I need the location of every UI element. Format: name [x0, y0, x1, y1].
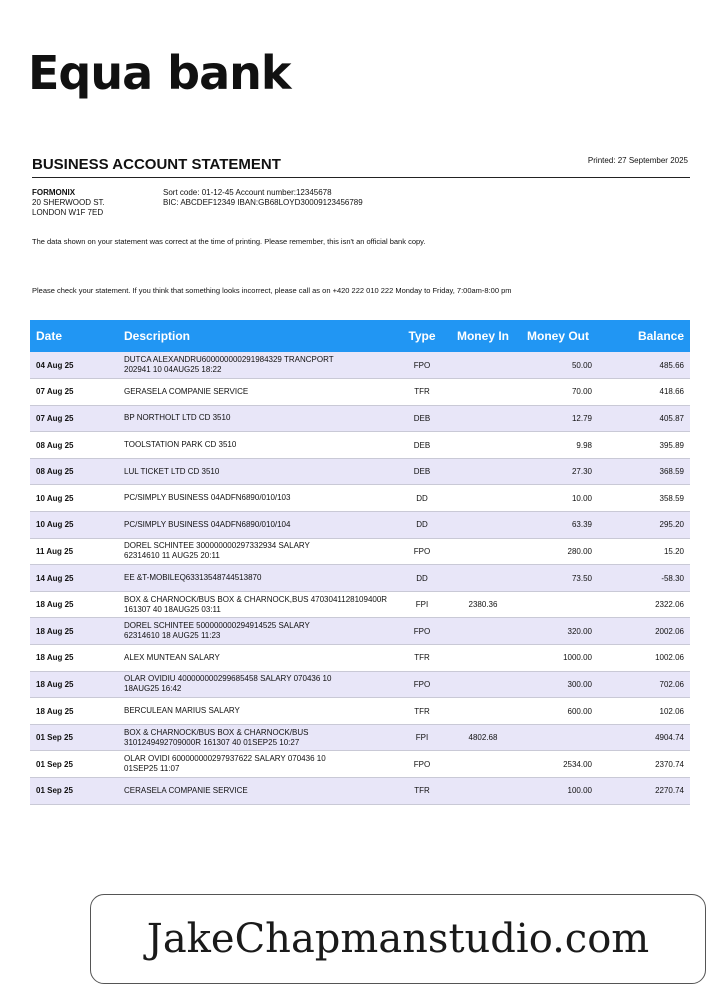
transaction-money-out: 2534.00 [518, 751, 598, 778]
transaction-date: 01 Sep 25 [30, 751, 118, 778]
description-line-1: OLAR OVIDIU 400000000299685458 SALARY 070436 10 [124, 674, 332, 684]
table-row [30, 405, 690, 432]
transaction-money-in [448, 352, 518, 379]
transaction-type: TFR [396, 698, 448, 725]
description-line-1: DOREL SCHINTEE 500000000294914525 SALARY [124, 621, 310, 631]
transaction-money-in [448, 405, 518, 432]
transaction-money-out: 50.00 [518, 352, 598, 379]
description-line-1: CERASELA COMPANIE SERVICE [124, 785, 248, 795]
transaction-date: 18 Aug 25 [30, 671, 118, 698]
transaction-money-in [448, 485, 518, 512]
header-date: Date [36, 329, 63, 343]
transaction-money-in [448, 618, 518, 645]
transaction-description [118, 618, 396, 645]
transaction-date: 18 Aug 25 [30, 698, 118, 725]
transaction-type: DD [396, 512, 448, 539]
transaction-balance: 102.06 [598, 698, 690, 725]
transaction-balance: 358.59 [598, 485, 690, 512]
header-type: Type [408, 329, 436, 343]
transaction-date: 14 Aug 25 [30, 565, 118, 592]
description-line-1: EE &T-MOBILEQ63313548744513870 [124, 573, 262, 583]
description-line-1: PC/SIMPLY BUSINESS 04ADFN6890/010/104 [124, 519, 291, 529]
transactions-body [30, 352, 690, 804]
description-line-2: 202941 10 04AUG25 18:22 [124, 365, 222, 375]
table-row [30, 485, 690, 512]
transaction-money-in [448, 512, 518, 539]
transaction-description [118, 512, 396, 539]
transaction-date: 18 Aug 25 [30, 591, 118, 618]
transaction-money-out: 27.30 [518, 458, 598, 485]
statement-title: BUSINESS ACCOUNT STATEMENT [32, 156, 281, 173]
address-line-2: LONDON W1F 7ED [32, 208, 104, 217]
transaction-description [118, 538, 396, 565]
transaction-date: 11 Aug 25 [30, 538, 118, 565]
transaction-description [118, 698, 396, 725]
transaction-balance: 485.66 [598, 352, 690, 379]
table-row [30, 538, 690, 565]
description-line-1: PC/SIMPLY BUSINESS 04ADFN6890/010/103 [124, 493, 291, 503]
transaction-description [118, 724, 396, 751]
transaction-money-in: 4802.68 [448, 724, 518, 751]
transaction-money-in [448, 538, 518, 565]
description-line-1: BP NORTHOLT LTD CD 3510 [124, 413, 231, 423]
transaction-type: TFR [396, 778, 448, 805]
transaction-type: DEB [396, 458, 448, 485]
description-line-2: 01SEP25 11:07 [124, 764, 180, 774]
company-address [32, 188, 105, 218]
transaction-money-in [448, 458, 518, 485]
transaction-type: FPO [396, 671, 448, 698]
header-money-in: Money In [456, 329, 509, 343]
description-line-2: 3101249492709000R 161307 40 01SEP25 10:27 [124, 737, 300, 747]
description-line-1: GERASELA COMPANIE SERVICE [124, 386, 249, 396]
transaction-description [118, 405, 396, 432]
table-row [30, 379, 690, 406]
transaction-type: FPO [396, 751, 448, 778]
transaction-money-out: 73.50 [518, 565, 598, 592]
table-row [30, 698, 690, 725]
transaction-description [118, 751, 396, 778]
transaction-type: TFR [396, 379, 448, 406]
description-line-1: BOX & CHARNOCK/BUS BOX & CHARNOCK,BUS 4703041128109400R [124, 594, 388, 604]
transaction-description [118, 352, 396, 379]
description-line-2: 62314610 18 AUG25 11:23 [124, 631, 221, 641]
description-line-1: BOX & CHARNOCK/BUS BOX & CHARNOCK/BUS [124, 727, 309, 737]
table-row [30, 671, 690, 698]
transaction-money-out: 320.00 [518, 618, 598, 645]
transaction-money-out: 63.39 [518, 512, 598, 539]
table-row [30, 751, 690, 778]
transaction-money-in [448, 698, 518, 725]
address-line-1: 20 SHERWOOD ST. [32, 198, 105, 207]
transaction-money-in: 2380.36 [448, 591, 518, 618]
header-description: Description [124, 329, 191, 343]
transaction-date: 10 Aug 25 [30, 485, 118, 512]
statement-header [32, 154, 690, 178]
printed-date: Printed: 27 September 2025 [587, 156, 688, 165]
header-balance: Balance [637, 329, 684, 343]
transaction-money-out: 280.00 [518, 538, 598, 565]
description-line-1: DOREL SCHINTEE 300000000297332934 SALARY [124, 541, 310, 551]
description-line-1: BERCULEAN MARIUS SALARY [124, 706, 240, 716]
description-line-1: DUTCA ALEXANDRU600000000291984329 TRANCPORT [124, 355, 334, 365]
transaction-date: 04 Aug 25 [30, 352, 118, 379]
description-line-1: ALEX MUNTEAN SALARY [124, 652, 220, 662]
account-details [163, 188, 363, 208]
contact-notice: Please check your statement. If you think that something looks incorrect, please call as on +420 222 010 222 Monday to Friday, 7:00am-8:00 pm [32, 286, 512, 295]
transaction-description [118, 645, 396, 672]
transaction-balance: 702.06 [598, 671, 690, 698]
transaction-date: 10 Aug 25 [30, 512, 118, 539]
transaction-balance: -58.30 [598, 565, 690, 592]
transaction-description [118, 671, 396, 698]
account-line-2: BIC: ABCDEF12349 IBAN:GB68LOYD30009123456789 [163, 198, 363, 207]
description-line-1: OLAR OVIDI 600000000297937622 SALARY 070436 10 [124, 754, 326, 764]
transaction-balance: 2270.74 [598, 778, 690, 805]
transaction-money-in [448, 751, 518, 778]
transaction-balance: 2322.06 [598, 591, 690, 618]
transaction-type: FPO [396, 538, 448, 565]
transaction-description [118, 432, 396, 459]
header-money-out: Money Out [527, 329, 589, 343]
transaction-type: FPI [396, 724, 448, 751]
transaction-type: DD [396, 565, 448, 592]
transaction-balance: 405.87 [598, 405, 690, 432]
table-row [30, 778, 690, 805]
transaction-type: DD [396, 485, 448, 512]
table-row [30, 512, 690, 539]
transaction-type: DEB [396, 405, 448, 432]
transaction-date: 08 Aug 25 [30, 458, 118, 485]
transaction-description [118, 458, 396, 485]
transaction-money-in [448, 645, 518, 672]
transactions-table [30, 320, 690, 805]
transaction-date: 18 Aug 25 [30, 618, 118, 645]
transaction-type: FPO [396, 352, 448, 379]
transaction-money-out [518, 591, 598, 618]
transaction-money-in [448, 565, 518, 592]
table-row [30, 458, 690, 485]
transaction-balance: 15.20 [598, 538, 690, 565]
transaction-balance: 2370.74 [598, 751, 690, 778]
transaction-type: FPO [396, 618, 448, 645]
description-line-1: LUL TICKET LTD CD 3510 [124, 466, 220, 476]
description-line-2: 62314610 11 AUG25 20:11 [124, 551, 220, 561]
transaction-balance: 368.59 [598, 458, 690, 485]
account-line-1: Sort code: 01-12-45 Account number:12345678 [163, 188, 332, 197]
transaction-type: TFR [396, 645, 448, 672]
transaction-money-in [448, 671, 518, 698]
transaction-balance: 395.89 [598, 432, 690, 459]
transaction-money-out: 1000.00 [518, 645, 598, 672]
transaction-date: 01 Sep 25 [30, 778, 118, 805]
transaction-balance: 295.20 [598, 512, 690, 539]
transaction-description [118, 565, 396, 592]
transaction-date: 07 Aug 25 [30, 405, 118, 432]
transaction-money-in [448, 432, 518, 459]
transaction-money-in [448, 778, 518, 805]
table-header-row [30, 320, 690, 352]
transaction-balance: 2002.06 [598, 618, 690, 645]
company-name: FORMONIX [32, 188, 76, 197]
transaction-money-out: 300.00 [518, 671, 598, 698]
table-row [30, 591, 690, 618]
transaction-date: 18 Aug 25 [30, 645, 118, 672]
bank-logo: Equa bank [28, 46, 291, 100]
description-line-1: TOOLSTATION PARK CD 3510 [124, 440, 237, 450]
transaction-balance: 4904.74 [598, 724, 690, 751]
transaction-balance: 418.66 [598, 379, 690, 406]
transaction-type: FPI [396, 591, 448, 618]
description-line-2: 161307 40 18AUG25 03:11 [124, 604, 221, 614]
transaction-money-out: 600.00 [518, 698, 598, 725]
transaction-money-out: 10.00 [518, 485, 598, 512]
transaction-date: 08 Aug 25 [30, 432, 118, 459]
statement-notice: The data shown on your statement was correct at the time of printing. Please remember, this isn't an official bank copy. [32, 237, 426, 246]
transaction-money-out: 70.00 [518, 379, 598, 406]
transaction-money-out: 100.00 [518, 778, 598, 805]
transaction-balance: 1002.06 [598, 645, 690, 672]
transaction-description [118, 778, 396, 805]
watermark-stamp: JakeChapmanstudio.com [90, 894, 706, 984]
transaction-money-in [448, 379, 518, 406]
transaction-money-out [518, 724, 598, 751]
transaction-description [118, 591, 396, 618]
transaction-type: DEB [396, 432, 448, 459]
table-row [30, 724, 690, 751]
table-row [30, 565, 690, 592]
transaction-description [118, 379, 396, 406]
table-row [30, 352, 690, 379]
transaction-description [118, 485, 396, 512]
transaction-money-out: 9.98 [518, 432, 598, 459]
table-row [30, 645, 690, 672]
transaction-date: 07 Aug 25 [30, 379, 118, 406]
transaction-date: 01 Sep 25 [30, 724, 118, 751]
transaction-money-out: 12.79 [518, 405, 598, 432]
table-row [30, 432, 690, 459]
description-line-2: 18AUG25 16:42 [124, 684, 182, 694]
table-row [30, 618, 690, 645]
